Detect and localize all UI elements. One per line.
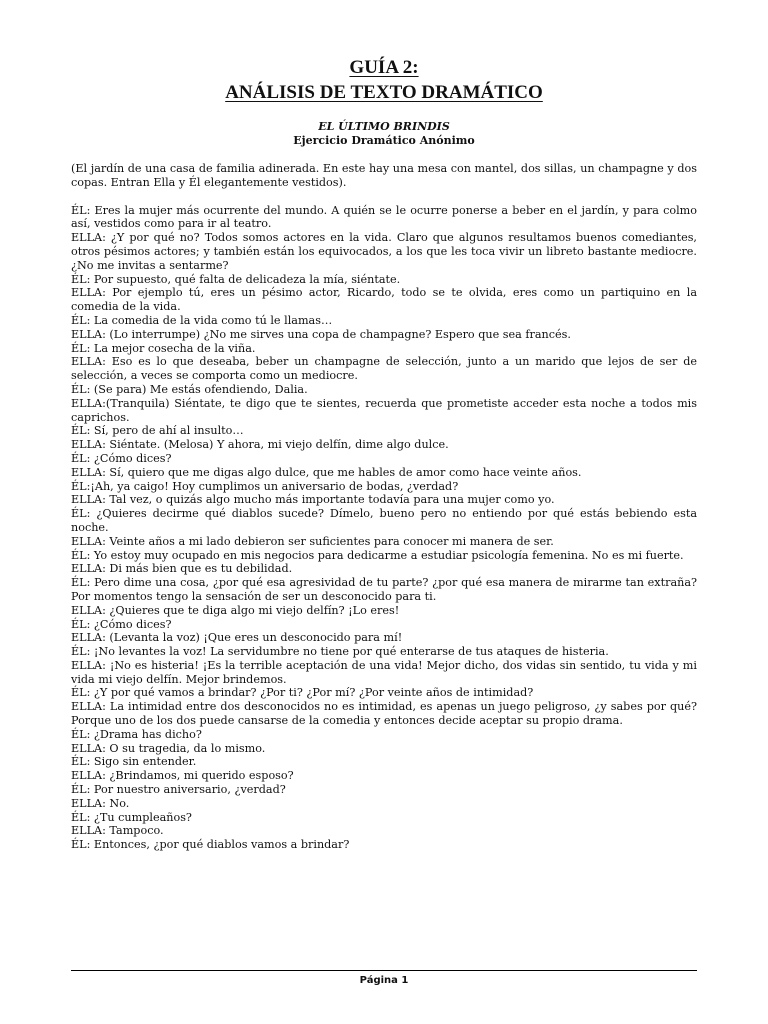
dialogue-line: ELLA: Por ejemplo tú, eres un pésimo actor, Ricardo, todo se te olvida, eres como un partiquino en la comedia de la vida.	[71, 286, 697, 314]
dialogue-line: ÉL: La mejor cosecha de la viña.	[71, 341, 256, 355]
dialogue-line: ÉL: ¿Y por qué vamos a brindar? ¿Por ti? ¿Por mí? ¿Por veinte años de intimidad?	[71, 686, 534, 700]
dialogue-line: ELLA: La intimidad entre dos desconocidos no es intimidad, es apenas un juego peligroso, ¿y sabes por qué? Porque uno de los dos puede cansarse de la comedia y entonces decide aceptar su propio drama.	[71, 700, 697, 728]
dialogue-line: ELLA: Tal vez, o quizás algo mucho más importante todavía para una mujer como yo.	[71, 493, 555, 507]
dialogue-line: ELLA: (Levanta la voz) ¡Que eres un desconocido para mí!	[71, 631, 403, 645]
guide-subtitle	[0, 82, 768, 104]
dialogue-line: ÉL: La comedia de la vida como tú le llamas…	[71, 313, 333, 327]
dialogue-line: ELLA: Di más bien que es tu debilidad.	[71, 562, 293, 576]
paragraph-gap	[71, 190, 697, 204]
dialogue-line: ELLA: Sí, quiero que me digas algo dulce, que me hables de amor como hace veinte años.	[71, 465, 582, 479]
dialogue-line: ELLA: ¿Y por qué no? Todos somos actores en la vida. Claro que algunos resultamos buenos comediantes, otros pésimos actores; y también están los equivocados, a los que les toca vivir un libreto bastante mediocre. ¿No me invitas a sentarme?	[71, 231, 697, 272]
guide-subtitle-text: ANÁLISIS DE TEXTO DRAMÁTICO	[225, 82, 543, 103]
stage-direction: (El jardín de una casa de familia adinerada. En este hay una mesa con mantel, dos sillas, un champagne y dos copas. Entran Ella y Él elegantemente vestidos).	[71, 162, 697, 189]
work-title: EL ÚLTIMO BRINDIS	[318, 120, 450, 133]
dialogue-line: ÉL: Por nuestro aniversario, ¿verdad?	[71, 783, 286, 797]
footer-divider	[71, 970, 697, 971]
dialogue-line: ÉL: ¿Drama has dicho?	[71, 727, 202, 741]
dialogue-line: ÉL: Sigo sin entender.	[71, 755, 197, 769]
dialogue-line: ÉL: Yo estoy muy ocupado en mis negocios para dedicarme a estudiar psicología femenina. No es mi fuerte.	[71, 548, 684, 562]
dialogue-line: ELLA: Tampoco.	[71, 824, 164, 838]
dialogue-line: ELLA: ¡No es histeria! ¡Es la terrible aceptación de una vida! Mejor dicho, dos vidas sin sentido, tu vida y mi vida mi viejo delfín. Mejor brindemos.	[71, 658, 697, 686]
dialogue-line: ELLA: (Lo interrumpe) ¿No me sirves una copa de champagne? Espero que sea francés.	[71, 327, 571, 341]
dialogue-line: ÉL: Entonces, ¿por qué diablos vamos a brindar?	[71, 838, 350, 852]
dialogue-line: ELLA: ¿Quieres que te diga algo mi viejo delfín? ¡Lo eres!	[71, 603, 400, 617]
dialogue-line: ELLA: O su tragedia, da lo mismo.	[71, 741, 266, 755]
guide-title	[0, 57, 768, 79]
dialogue-line: ÉL: ¡No levantes la voz! La servidumbre no tiene por qué enterarse de tus ataques de histeria.	[71, 645, 609, 659]
dialogue-line: ÉL: ¿Cómo dices?	[71, 617, 172, 631]
dialogue-line: ÉL: Pero dime una cosa, ¿por qué esa agresividad de tu parte? ¿por qué esa manera de mirarme tan extraña? Por momentos tengo la sensación de ser un desconocido para ti.	[71, 576, 697, 603]
dialogue-line: ÉL: Eres la mujer más ocurrente del mundo. A quién se le ocurre ponerse a beber en el jardín, y para colmo así, vestidos como para ir al teatro.	[71, 203, 697, 231]
dialogue-line: ÉL: ¿Cómo dices?	[71, 451, 172, 465]
dialogue-line: ÉL:¡Ah, ya caigo! Hoy cumplimos un aniversario de bodas, ¿verdad?	[71, 479, 459, 493]
document-body	[71, 162, 697, 852]
guide-title-text: GUÍA 2:	[349, 57, 419, 78]
page-number: Página 1	[359, 975, 409, 986]
dialogue-line: ELLA: ¿Brindamos, mi querido esposo?	[71, 769, 294, 783]
dialogue-line: ELLA:(Tranquila) Siéntate, te digo que te sientes, recuerda que prometiste acceder esta noche a todos mis caprichos.	[71, 396, 697, 424]
dialogue-line: ÉL: Por supuesto, qué falta de delicadeza la mía, siéntate.	[71, 272, 401, 286]
dialogue-line: ÉL: Sí, pero de ahí al insulto…	[71, 424, 244, 438]
dialogue-line: ELLA: No.	[71, 796, 130, 810]
dialogue-line: ÉL: ¿Quieres decirme qué diablos sucede? Dímelo, bueno pero no entiendo por qué estás bebiendo esta noche.	[71, 507, 697, 534]
dialogue-line: ELLA: Eso es lo que deseaba, beber un champagne de selección, junto a un marido que lejos de ser de selección, a veces se comporta como un mediocre.	[71, 355, 697, 383]
work-author: Ejercicio Dramático Anónimo	[293, 134, 475, 147]
dialogue-line: ELLA: Siéntate. (Melosa) Y ahora, mi viejo delfín, dime algo dulce.	[71, 438, 449, 452]
dialogue-line: ÉL: ¿Tu cumpleaños?	[71, 810, 192, 824]
dialogue-line: ELLA: Veinte años a mi lado debieron ser suficientes para conocer mi manera de ser.	[71, 534, 554, 548]
dialogue-line: ÉL: (Se para) Me estás ofendiendo, Dalia.	[71, 382, 308, 396]
